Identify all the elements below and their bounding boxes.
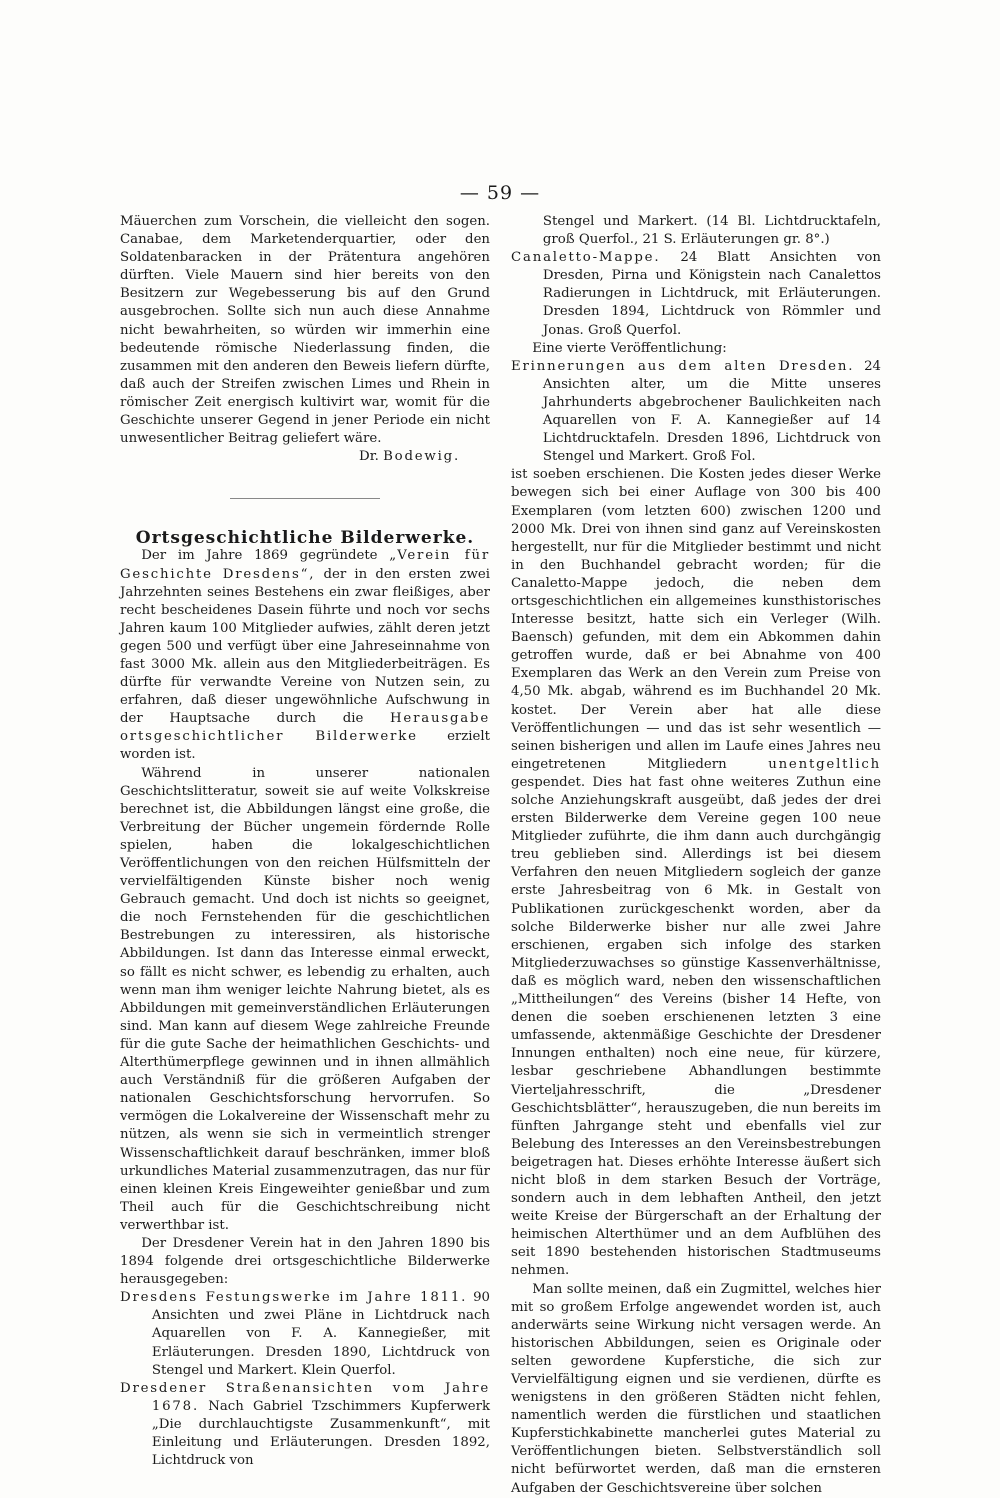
- list-item: Erinnerungen aus dem alten Dresden. 24 Ansichten alter, um die Mitte unseres Jahrhunderts abgebrochener Baulichkeiten nach Aquarellen von F. A. Kannegießer auf 14 Lichtdrucktafeln. Dresden 1896, Lichtdruck von Stengel und Markert. Groß Fol.: [511, 358, 881, 465]
- paragraph: Mäuerchen zum Vorschein, die vielleicht den sogen. Canabae, dem Marketenderquartier, oder den Soldatenbaracken in der Prätentura angehören dürften. Viele Mauern sind hier bereits von den Besitzern zur Wegebesserung bis auf den Grund ausgebrochen. Sollte sich nun auch diese Annahme nicht bewahrheiten, so würden wir immerhin eine bedeutende römische Niederlassung finden, die zusammen mit den anderen den Beweis liefern dürfte, daß auch der Streifen zwischen Limes und Rhein in römischer Zeit energisch kultivirt war, womit für die Geschichte unserer Gegend in jener Periode ein nicht unwesentlicher Beitrag geliefert wäre.: [120, 214, 490, 447]
- signature-name: Bodewig.: [383, 449, 460, 465]
- section-divider: [230, 498, 380, 499]
- right-column: [511, 213, 881, 1498]
- section-heading: Ortsgeschichtliche Bilderwerke.: [135, 528, 475, 549]
- paragraph: Stengel und Markert. (14 Bl. Lichtdrucktafeln, groß Querfol., 21 S. Erläuterungen gr. 8°.): [542, 214, 881, 248]
- paragraph: Man sollte meinen, daß ein Zugmittel, welches hier mit so großem Erfolge angewendet worden ist, auch anderwärts seine Wirkung nicht versagen werde. An historischen Abbildungen, seien es Originale oder selten gewordene Kupferstiche, die sich zur Vervielfältigung eignen und sie verdienen, dürfte es wenigstens in den größeren Städten nicht fehlen, namentlich werden die fürstlichen und staatlichen Kupferstichkabinette mancherlei gutes Material zu Veröffentlichungen bieten. Selbstverständlich soll nicht befürwortet werden, daß man die ernsteren Aufgaben der Geschichtsvereine über solchen: [511, 1281, 881, 1496]
- page-number: — 59 —: [459, 182, 541, 204]
- author-signature: [120, 448, 490, 466]
- list-item: Dresdener Straßenansichten vom Jahre 1678. Nach Gabriel Tzschimmers Kupferwerk „Die durchlauchtigste Zusammenkunft“, mit Einleitung und Erläuterungen. Dresden 1892, Lichtdruck von: [120, 1380, 490, 1469]
- signature-title: Dr.: [359, 449, 379, 465]
- list-item: Dresdens Festungswerke im Jahre 1811. 90 Ansichten und zwei Pläne in Lichtdruck nach Aquarellen von F. A. Kannegießer, mit Erläuterungen. Dresden 1890, Lichtdruck von Stengel und Markert. Klein Querfol.: [120, 1290, 490, 1378]
- paragraph: Der Dresdener Verein hat in den Jahren 1890 bis 1894 folgende drei ortsgeschichtliche Bilderwerke herausgegeben:: [120, 1235, 490, 1288]
- paragraph: Eine vierte Veröffentlichung:: [532, 340, 727, 356]
- paragraph: Der im Jahre 1869 gegründete „Verein für Geschichte Dresdens“, der in den ersten zwei Jahrzehnten seines Bestehens ein zwar fleißiges, aber recht bescheidenes Dasein führte und noch vor sechs Jahren kaum 100 Mitglieder aufwies, zählt deren jetzt gegen 500 und verfügt über eine Jahreseinnahme von fast 3000 Mk. allein aus den Mitgliederbeiträgen. Es dürfte für verwandte Vereine von Nutzen sein, zu erfahren, daß dieser ungewöhnliche Aufschwung in der Hauptsache durch die Herausgabe ortsgeschichtlicher Bilderwerke erzielt worden ist.: [120, 548, 491, 763]
- list-item: Canaletto-Mappe. 24 Blatt Ansichten von Dresden, Pirna und Königstein nach Canalettos Radierungen in Lichtdruck, mit Erläuterungen. Dresden 1894, Lichtdruck von Römmler und Jonas. Groß Querfol.: [511, 250, 881, 338]
- paragraph: ist soeben erschienen. Die Kosten jedes dieser Werke bewegen sich bei einer Auflage von 300 bis 400 Exemplaren (vom letzten 600) zwischen 1200 und 2000 Mk. Drei von ihnen sind ganz auf Vereinskosten hergestellt, nur für die Mitglieder bestimmt und nicht in den Buchhandel gebracht worden; für die Canaletto-Mappe jedoch, die neben dem ortsgeschichtlichen ein allgemeines kunsthistorisches Interesse besitzt, hatte sich ein Verleger (Wilh. Baensch) gefunden, mit dem ein Abkommen dahin getroffen wurde, daß er bei Abnahme von 400 Exemplaren das Werk an den Verein zum Preise von 4,50 Mk. abgab, während es im Buchhandel 20 Mk. kostet. Der Verein aber hat alle diese Veröffentlichungen — und das ist sehr wesentlich — seinen bisherigen und allen im Laufe eines Jahres neu eingetretenen Mitgliedern unentgeltlich gespendet. Dies hat fast ohne weiteres Zuthun eine solche Anziehungskraft ausgeübt, daß jedes der drei ersten Bilderwerke dem Vereine gegen 100 neue Mitglieder zuführte, die ihm dann auch durchgängig treu geblieben sind. Allerdings ist bei diesem Verfahren den neuen Mitgliedern sogleich der ganze erste Jahresbeitrag von 6 Mk. in Gestalt von Publikationen zurückgeschenkt worden, aber da solche Bilderwerke bisher nur alle zwei Jahre erschienen, ergaben sich infolge des starken Mitgliederzuwachses so günstige Kassenverhältnisse, daß es möglich ward, neben den wissenschaftlichen „Mittheilungen“ des Vereins (bisher 14 Hefte, von denen die soeben erschienenen letzten 3 eine umfassende, aktenmäßige Geschichte der Dresdener Innungen enthalten) noch eine neue, für kürzere, lesbar geschriebene Abhandlungen bestimmte Vierteljahresschrift, die „Dresdener Geschichtsblätter“, herauszugeben, die nun bereits im fünften Jahrgange steht und ebenfalls viel zur Belebung des Interesses an den Vereinsbestrebungen beigetragen hat. Dieses erhöhte Interesse äußert sich nicht bloß in dem starken Besuch der Vorträge, sondern auch in dem lebhaften Antheil, den jetzt weite Kreise der Bürgerschaft an der Erhaltung der heimischen Alterthümer und an dem Aufblühen des seit 1890 bestehenden historischen Stadtmuseums nehmen.: [511, 467, 881, 1279]
- paragraph: Während in unserer nationalen Geschichtslitteratur, soweit sie auf weite Volkskreise berechnet ist, die Abbildungen längst eine große, die Verbreitung der Bücher ungemein fördernde Rolle spielen, haben die lokalgeschichtlichen Veröffentlichungen von den reichen Hülfsmitteln der vervielfältigenden Künste bisher noch wenig Gebrauch gemacht. Und doch ist nichts so geeignet, die noch Fernstehenden für die geschichtlichen Bestrebungen zu interessiren, als historische Abbildungen. Ist dann das Interesse einmal erweckt, so fällt es nicht schwer, es lebendig zu erhalten, auch wenn man ihm weniger leichte Nahrung bietet, als es Abbildungen mit gemeinverständlichen Erläuterungen sind. Man kann auf diesem Wege zahlreiche Freunde für die gute Sache der heimathlichen Geschichts- und Alterthümerpflege gewinnen und in ihnen allmählich auch Verständniß für die größeren Aufgaben der nationalen Geschichtsforschung hervorrufen. So vermögen die Lokalvereine der Wissenschaft mehr zu nützen, als wenn sie sich in vermeintlich strenger Wissenschaftlichkeit darauf beschränken, immer bloß urkundliches Material zusammenzutragen, das nur für einen kleinen Kreis Eingeweihter genießbar und zum Theil auch für die Geschichtschreibung nicht verwerthbar ist.: [120, 765, 490, 1233]
- left-column: [120, 213, 490, 1470]
